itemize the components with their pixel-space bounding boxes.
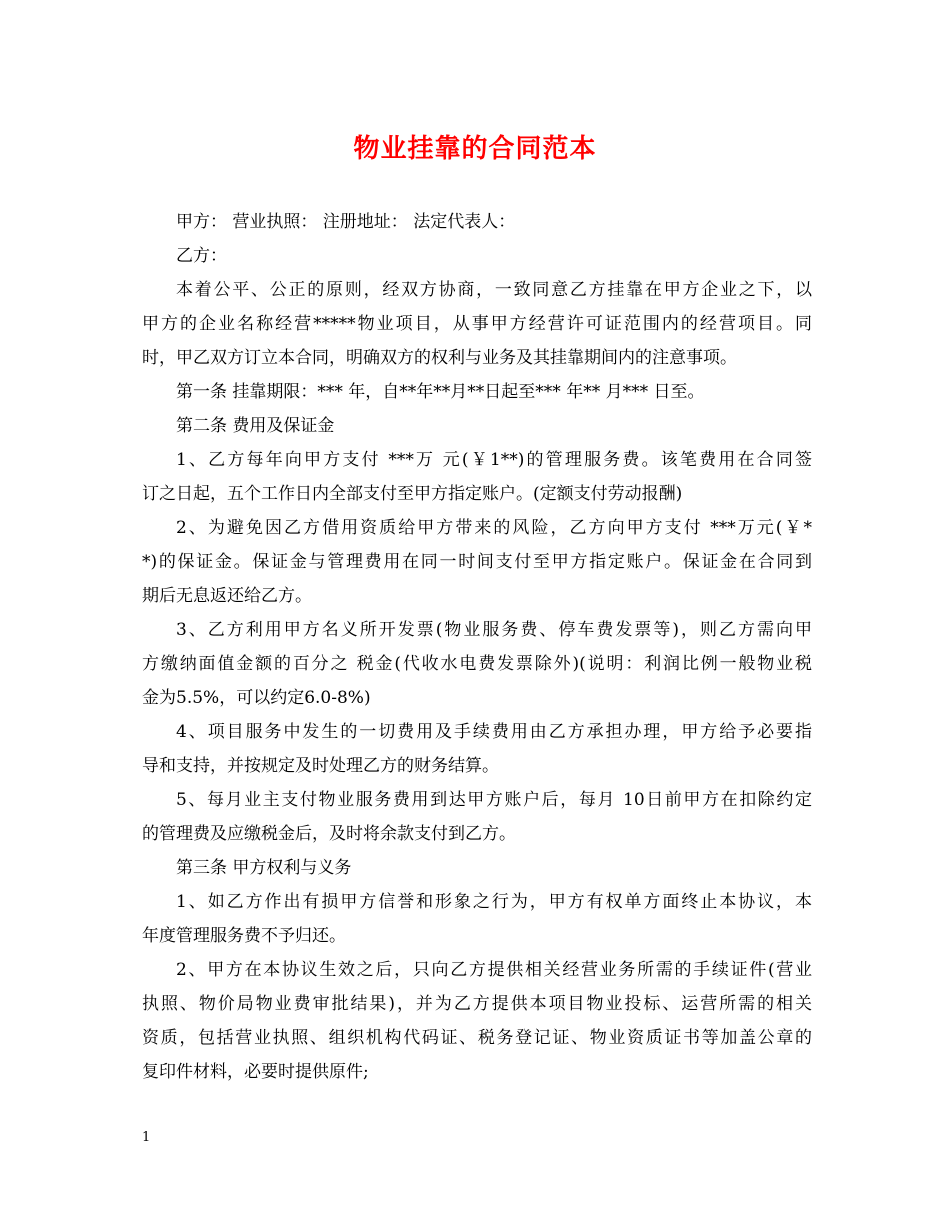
text-line: 方缴纳面值金额的百分之 税金(代收水电费发票除外)(说明：利润比例一般物业税 <box>142 654 812 674</box>
text-line: 甲方： 营业执照： 注册地址： 法定代表人： <box>176 212 516 232</box>
text-line: 1、乙方每年向甲方支付 ***万 元(￥1**)的管理服务费。该笔费用在合同签 <box>176 450 812 470</box>
text-line: 第三条 甲方权利与义务 <box>176 858 352 878</box>
text-line: 导和支持，并按规定及时处理乙方的财务结算。 <box>142 756 499 776</box>
text-line: 年度管理服务费不予归还。 <box>142 926 346 946</box>
text-line: 金为5.5%，可以约定6.0-8%) <box>142 688 371 708</box>
text-line: 时，甲乙双方订立本合同，明确双方的权利与业务及其挂靠期间内的注意事项。 <box>142 348 737 368</box>
document-body <box>142 205 812 1089</box>
text-line: 甲方的企业名称经营*****物业项目，从事甲方经营许可证范围内的经营项目。同 <box>142 314 812 334</box>
text-line: 订之日起，五个工作日内全部支付至甲方指定账户。(定额支付劳动报酬) <box>142 484 683 504</box>
text-line: 2、为避免因乙方借用资质给甲方带来的风险，乙方向甲方支付 ***万元(￥* <box>176 518 812 538</box>
text-line: 5、每月业主支付物业服务费用到达甲方账户后，每月 10日前甲方在扣除约定 <box>176 790 812 810</box>
text-line: 复印件材料，必要时提供原件; <box>142 1062 369 1082</box>
text-line: 第二条 费用及保证金 <box>176 416 335 436</box>
page-number: 1 <box>142 1130 151 1145</box>
text-line: 资质，包括营业执照、组织机构代码证、税务登记证、物业资质证书等加盖公章的 <box>142 1028 812 1048</box>
text-line: 3、乙方利用甲方名义所开发票(物业服务费、停车费发票等)，则乙方需向甲 <box>176 620 812 640</box>
text-line: 1、如乙方作出有损甲方信誉和形象之行为，甲方有权单方面终止本协议，本 <box>176 892 812 912</box>
text-line: 第一条 挂靠期限：*** 年，自**年**月**日起至*** 年** 月*** 日至。 <box>176 382 705 402</box>
text-line: 本着公平、公正的原则，经双方协商，一致同意乙方挂靠在甲方企业之下，以 <box>176 280 812 300</box>
text-line: 乙方： <box>176 246 227 266</box>
text-line: 4、项目服务中发生的一切费用及手续费用由乙方承担办理，甲方给予必要指 <box>176 722 812 742</box>
text-line: *)的保证金。保证金与管理费用在同一时间支付至甲方指定账户。保证金在合同到 <box>142 552 812 572</box>
document-title: 物业挂靠的合同范本 <box>353 134 597 164</box>
text-line: 2、甲方在本协议生效之后，只向乙方提供相关经营业务所需的手续证件(营业 <box>176 960 812 980</box>
text-line: 的管理费及应缴税金后，及时将余款支付到乙方。 <box>142 824 516 844</box>
text-line: 执照、物价局物业费审批结果)，并为乙方提供本项目物业投标、运营所需的相关 <box>142 994 812 1014</box>
text-line: 期后无息返还给乙方。 <box>142 586 312 606</box>
